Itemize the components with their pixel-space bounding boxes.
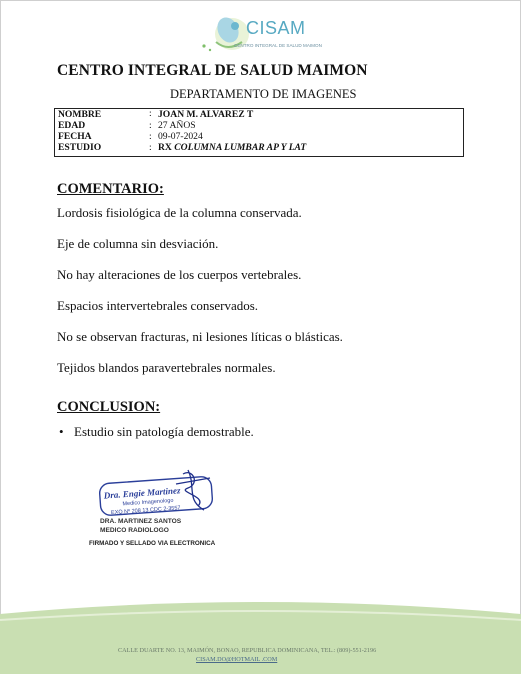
doctor-title: MEDICO RADIOLOGO — [100, 527, 169, 534]
signed-note: FIRMADO Y SELLADO VIA ELECTRONICA — [89, 540, 216, 547]
age-value: 27 AÑOS — [158, 120, 196, 131]
study-prefix: RX — [158, 142, 172, 153]
finding-item: No hay alteraciones de los cuerpos vertebrales. — [57, 267, 302, 282]
finding-item: Espacios intervertebrales conservados. — [57, 298, 259, 313]
conclusion-item — [59, 424, 254, 440]
svg-text:EXQ Nº 208 13 CDC 2-3557: EXQ Nº 208 13 CDC 2-3557 — [110, 505, 181, 517]
center-name: CENTRO INTEGRAL DE SALUD MAIMON — [57, 62, 368, 79]
finding-item: Lordosis fisiológica de la columna conservada. — [57, 205, 302, 220]
date-value: 09-07-2024 — [158, 131, 203, 142]
department-title: DEPARTAMENTO DE IMAGENES — [170, 87, 357, 101]
conclusion-heading: CONCLUSION: — [57, 399, 161, 415]
bullet-icon: • — [59, 424, 64, 439]
name-value: JOAN M. ALVAREZ T — [158, 109, 254, 120]
study-label: ESTUDIO — [58, 142, 102, 153]
signature-stamp — [88, 466, 218, 522]
study-colon: : — [149, 142, 152, 153]
finding-item: Tejidos blandos paravertebrales normales. — [57, 360, 276, 375]
comment-heading: COMENTARIO: — [57, 181, 164, 197]
signature-stamp-graphic — [88, 466, 218, 522]
conclusion-text: Estudio sin patología demostrable. — [74, 424, 254, 439]
patient-info-box — [54, 108, 464, 157]
date-colon: : — [149, 131, 152, 142]
svg-text:Medico Imagenologo: Medico Imagenologo — [122, 497, 174, 508]
finding-item: Eje de columna sin desviación. — [57, 236, 219, 251]
svg-text:Dra. Engie Martinez: Dra. Engie Martinez — [103, 485, 181, 501]
footer-address: CALLE DUARTE NO. 13, MAIMÓN, BONAO, REPUBLICA DOMINICANA, TEL.: (809)-551-2196 — [118, 647, 377, 654]
study-value — [158, 143, 306, 153]
age-label: EDAD — [58, 120, 86, 131]
study-name: COLUMNA LUMBAR AP Y LAT — [174, 142, 307, 153]
date-label: FECHA — [58, 131, 92, 142]
name-label: NOMBRE — [58, 109, 102, 120]
finding-item: No se observan fracturas, ni lesiones líticas o blásticas. — [57, 329, 343, 344]
logo-brand-text: CISAM — [246, 18, 306, 38]
logo-tagline: CENTRO INTEGRAL DE SALUD MAIMON — [234, 43, 322, 48]
age-colon: : — [149, 120, 152, 131]
cisam-logo — [198, 12, 328, 56]
name-colon: : — [149, 108, 152, 119]
doctor-name: DRA. MARTINEZ SANTOS — [100, 518, 182, 525]
footer-email-link[interactable]: CISAM.DO@HOTMAIL .COM — [196, 656, 278, 663]
